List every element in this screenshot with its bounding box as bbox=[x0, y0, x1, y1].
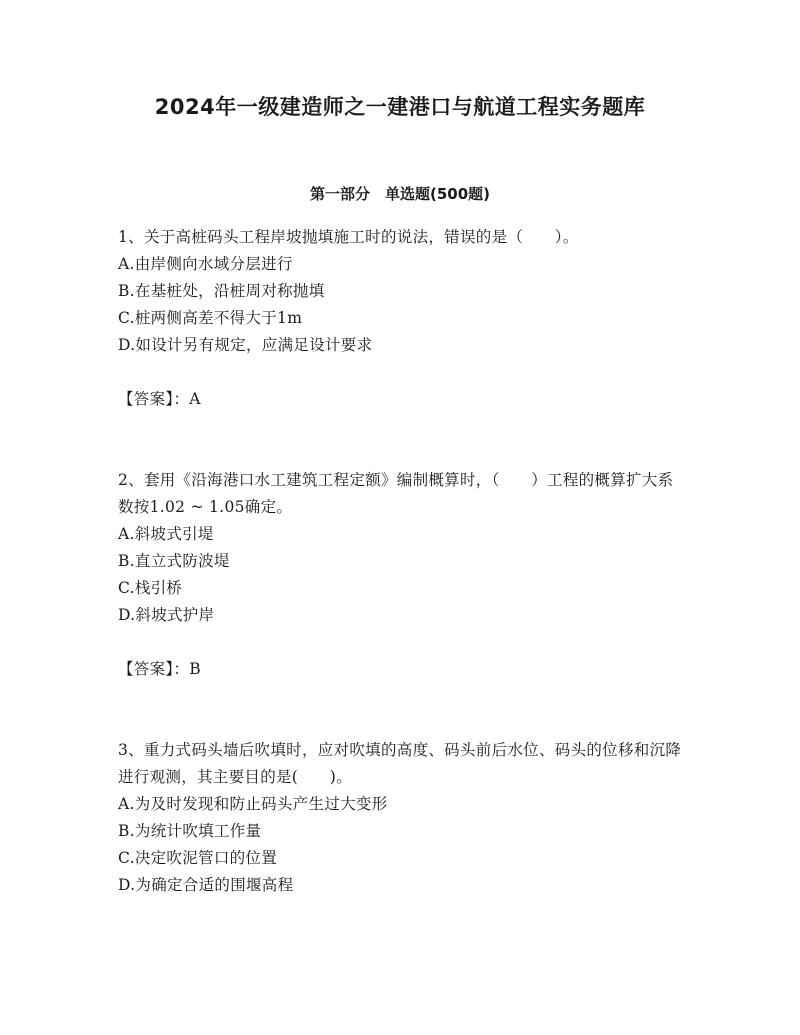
option-a: A.由岸侧向水域分层进行 bbox=[118, 255, 293, 273]
answer-label: 【答案】： bbox=[118, 390, 190, 408]
option-b: B.为统计吹填工作量 bbox=[118, 822, 262, 840]
option-b: B.直立式防波堤 bbox=[118, 552, 230, 570]
answer-value: A bbox=[189, 390, 201, 408]
option-a: A.为及时发现和防止码头产生过大变形 bbox=[118, 795, 388, 813]
question-2 bbox=[118, 467, 688, 683]
option-d: D.斜坡式护岸 bbox=[118, 606, 215, 624]
answer-label: 【答案】： bbox=[118, 660, 190, 678]
option-c: C.桩两侧高差不得大于1m bbox=[118, 309, 303, 327]
question-3 bbox=[118, 737, 688, 899]
option-c: C.栈引桥 bbox=[118, 579, 183, 597]
question-1 bbox=[118, 224, 688, 413]
answer-line bbox=[118, 386, 688, 413]
option-d: D.如设计另有规定，应满足设计要求 bbox=[118, 336, 373, 354]
document-title: 2024年一级建造师之一建港口与航道工程实务题库 bbox=[154, 95, 646, 119]
question-stem: 2、套用《沿海港口水工建筑工程定额》编制概算时，（ ）工程的概算扩大系数按1.02 ~ 1.05确定。 bbox=[118, 471, 674, 516]
question-stem: 1、关于高桩码头工程岸坡抛填施工时的说法，错误的是（ ）。 bbox=[118, 228, 579, 246]
option-a: A.斜坡式引堤 bbox=[118, 525, 214, 543]
section-title: 第一部分 单选题(500题) bbox=[309, 185, 491, 203]
answer-line bbox=[118, 656, 688, 683]
question-list bbox=[118, 224, 688, 899]
option-c: C.决定吹泥管口的位置 bbox=[118, 849, 278, 867]
question-stem: 3、重力式码头墙后吹填时，应对吹填的高度、码头前后水位、码头的位移和沉降进行观测，其主要目的是( )。 bbox=[118, 741, 682, 786]
option-d: D.为确定合适的围堰高程 bbox=[118, 876, 294, 894]
option-b: B.在基桩处，沿桩周对称抛填 bbox=[118, 282, 325, 300]
answer-value: B bbox=[189, 660, 201, 678]
